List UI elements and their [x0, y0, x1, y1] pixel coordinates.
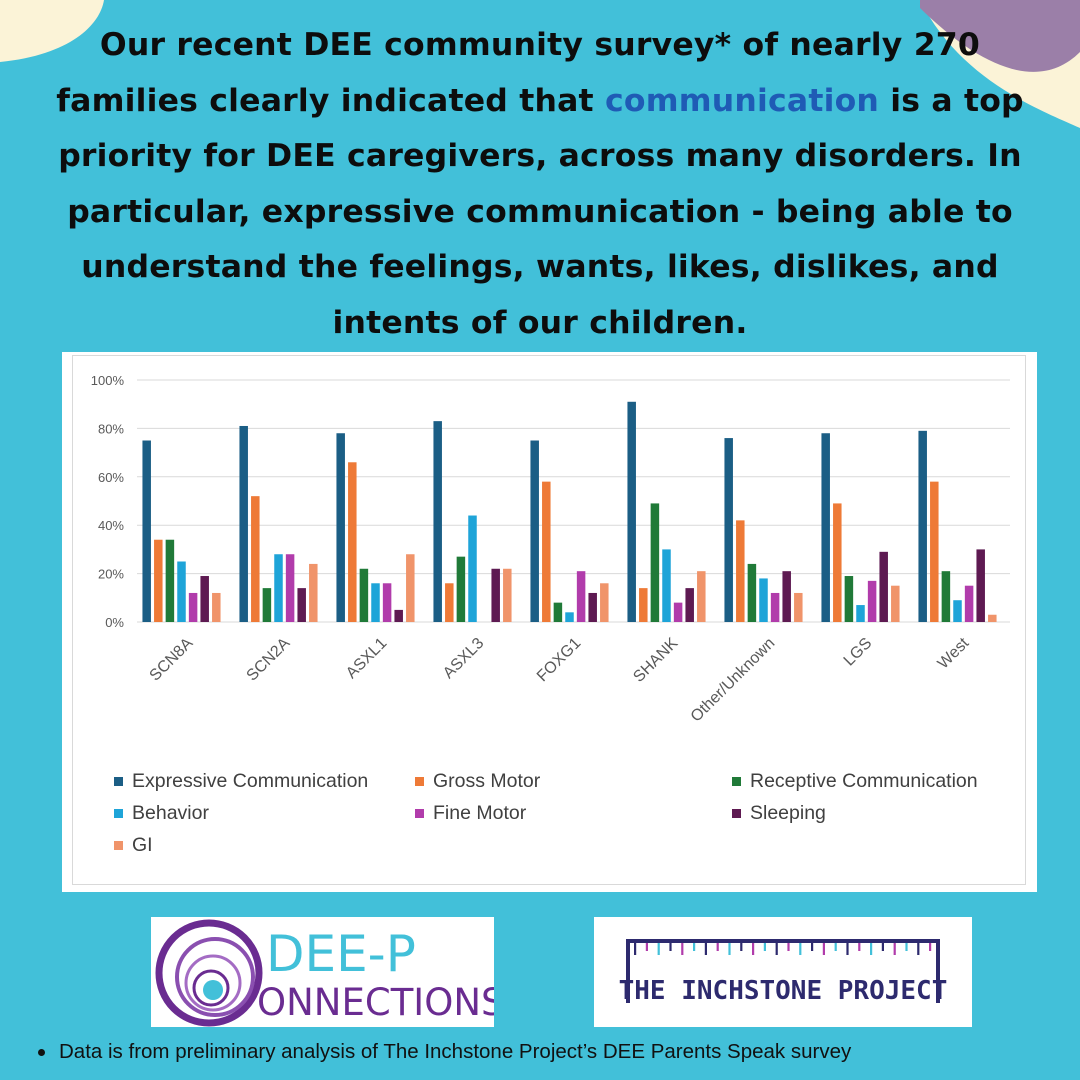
inchstone-logo-text: THE INCHSTONE PROJECT	[618, 976, 948, 1006]
headline-part-2: is a top priority for DEE caregivers, across many disorders. In particular, expressive communication - being able to understand the feelings, wants, likes, dislikes, and intents of our children.	[58, 82, 1024, 341]
bar	[433, 421, 442, 622]
ruler-tick	[705, 943, 707, 955]
bar	[674, 603, 683, 622]
ruler-tick	[658, 943, 660, 955]
bar	[200, 576, 209, 622]
y-tick-label: 0%	[105, 615, 124, 630]
bar	[868, 581, 877, 622]
bar	[685, 588, 694, 622]
ruler-tick	[787, 943, 789, 951]
legend-label: Expressive Communication	[132, 770, 369, 792]
ruler-tick	[728, 943, 730, 955]
inchstone-project-logo	[594, 917, 972, 1027]
legend-swatch	[114, 809, 123, 818]
bar	[445, 583, 454, 622]
headline-text	[40, 18, 1040, 351]
bar	[856, 605, 865, 622]
ruler-tick	[929, 943, 931, 951]
bar	[821, 433, 830, 622]
bar	[724, 438, 733, 622]
ruler-tick	[823, 943, 825, 955]
bar	[600, 583, 609, 622]
bar	[651, 503, 660, 622]
ruler-tick	[846, 943, 848, 955]
bar	[263, 588, 272, 622]
legend-label: Behavior	[132, 802, 209, 824]
category-label: ASXL1	[343, 634, 391, 683]
legend-label: Sleeping	[750, 802, 826, 824]
bar	[336, 433, 345, 622]
ruler-tick	[693, 943, 695, 951]
y-tick-label: 100%	[90, 373, 124, 388]
bar	[879, 552, 888, 622]
bar	[988, 615, 997, 622]
bar	[491, 569, 500, 622]
ruler-tick	[681, 943, 683, 955]
legend-swatch	[415, 777, 424, 786]
deep-logo-line1: DEE-P	[266, 925, 416, 983]
bar	[588, 593, 597, 622]
bar	[794, 593, 803, 622]
legend-label: Fine Motor	[433, 802, 527, 824]
category-label: West	[934, 634, 973, 673]
ruler-tick	[776, 943, 778, 955]
legend-label: Receptive Communication	[750, 770, 978, 792]
bar	[554, 603, 563, 622]
ruler-tick	[740, 943, 742, 951]
bar	[360, 569, 369, 622]
bar	[748, 564, 757, 622]
headline-part-1: Our recent DEE community survey* of nearly 270 families clearly indicated that	[56, 27, 981, 119]
bar	[383, 583, 392, 622]
ruler-tick	[811, 943, 813, 951]
bar	[348, 462, 357, 622]
category-label: SHANK	[630, 634, 682, 686]
footnote	[38, 1040, 851, 1064]
bar	[530, 441, 539, 623]
bullet-icon	[38, 1049, 45, 1056]
ruler-tick	[917, 943, 919, 955]
bar	[166, 540, 175, 622]
bar	[503, 569, 512, 622]
legend-swatch	[732, 777, 741, 786]
ruler-tick	[858, 943, 860, 951]
bar	[639, 588, 648, 622]
ruler-tick	[669, 943, 671, 951]
bar	[251, 496, 259, 622]
bar	[286, 554, 295, 622]
legend-swatch	[415, 809, 424, 818]
bar	[976, 549, 985, 622]
ruler-tick	[634, 943, 636, 955]
y-tick-label: 60%	[97, 469, 124, 485]
bar	[239, 426, 248, 622]
y-tick-label: 40%	[97, 518, 124, 534]
deep-connections-logo	[151, 917, 494, 1027]
bar	[142, 441, 151, 623]
legend-label: GI	[132, 834, 153, 856]
bar	[736, 520, 745, 622]
bar	[394, 610, 403, 622]
ruler-tick	[870, 943, 872, 955]
bar	[845, 576, 854, 622]
ruler-tick	[799, 943, 801, 955]
deep-connections-logo-graphic	[151, 917, 494, 1027]
ruler-tick	[646, 943, 648, 951]
ruler-tick	[882, 943, 884, 951]
bar	[177, 562, 186, 623]
bar	[891, 586, 900, 622]
bar	[309, 564, 318, 622]
bar	[406, 554, 415, 622]
bar	[930, 482, 939, 622]
bar	[154, 540, 163, 622]
ruler-tick	[752, 943, 754, 955]
bar-chart	[62, 352, 1037, 892]
bar	[965, 586, 974, 622]
ruler-tick	[835, 943, 837, 951]
legend-swatch	[732, 809, 741, 818]
bar	[942, 571, 951, 622]
ruler-tick	[717, 943, 719, 951]
footnote-text: Data is from preliminary analysis of The Inchstone Project’s DEE Parents Speak survey	[59, 1040, 852, 1063]
category-label: ASXL3	[440, 634, 488, 683]
category-label: Other/Unknown	[687, 634, 779, 726]
ruler-tick	[905, 943, 907, 951]
category-label: SCN2A	[243, 634, 294, 685]
bar	[697, 571, 706, 622]
bar	[468, 516, 477, 622]
bar	[759, 578, 768, 622]
bar	[565, 612, 574, 622]
ruler-tick	[764, 943, 766, 951]
legend-label: Gross Motor	[433, 770, 541, 792]
headline-highlight: communication	[604, 82, 880, 119]
inchstone-logo-graphic	[594, 917, 972, 1027]
category-label: LGS	[840, 634, 876, 670]
bar	[662, 549, 671, 622]
legend-swatch	[114, 777, 123, 786]
bar	[918, 431, 927, 622]
y-tick-label: 20%	[97, 566, 124, 582]
bar	[274, 554, 283, 622]
bar	[189, 593, 198, 622]
category-label: SCN8A	[146, 634, 197, 685]
legend-swatch	[114, 841, 123, 850]
y-tick-label: 80%	[97, 421, 124, 437]
category-label: FOXG1	[533, 634, 585, 686]
bar	[627, 402, 636, 622]
bar	[542, 482, 551, 622]
bar	[577, 571, 586, 622]
ruler-tick	[894, 943, 896, 955]
bar	[782, 571, 791, 622]
deep-logo-line2: ONNECTIONS	[257, 981, 494, 1024]
bar	[371, 583, 380, 622]
bar	[771, 593, 780, 622]
bar	[457, 557, 466, 622]
bar	[953, 600, 962, 622]
bar	[297, 588, 306, 622]
bar	[212, 593, 221, 622]
bar	[833, 503, 842, 622]
chart-panel	[62, 352, 1037, 892]
